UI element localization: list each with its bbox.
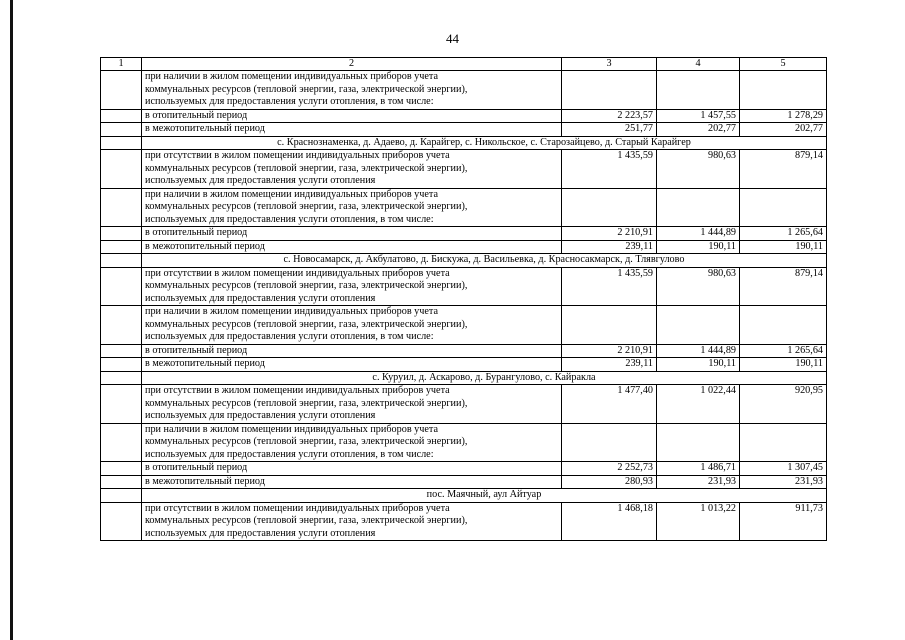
row-number-cell (101, 423, 142, 462)
description-line: коммунальных ресурсов (тепловой энергии, газа, электрической энергии), (145, 397, 468, 409)
period-row (101, 109, 827, 123)
row-number-cell (101, 306, 142, 345)
tariff-value-col-4: 1 486,71 (657, 462, 740, 476)
tariff-value-col-5: 920,95 (740, 385, 827, 424)
row-description (142, 306, 562, 345)
settlement-heading: пос. Маячный, аул Айтуар (142, 489, 827, 503)
tariff-value-col-5: 911,73 (740, 502, 827, 541)
row-description (142, 109, 562, 123)
tariff-value-col-5: 1 307,45 (740, 462, 827, 476)
settlement-section-row (101, 371, 827, 385)
tariff-value-col-4: 1 457,55 (657, 109, 740, 123)
tariff-value-col-3: 239,11 (562, 358, 657, 372)
description-line: при наличии в жилом помещении индивидуальных приборов учета (145, 306, 439, 317)
description-line: используемых для предоставления услуги отопления, в том числе: (145, 96, 434, 107)
tariff-value-col-5 (740, 306, 827, 345)
description-line: коммунальных ресурсов (тепловой энергии, газа, электрической энергии), (145, 162, 468, 174)
description-line: используемых для предоставления услуги отопления (145, 175, 376, 186)
tariff-value-col-3: 251,77 (562, 123, 657, 137)
description-row (101, 385, 827, 424)
description-line: при наличии в жилом помещении индивидуальных приборов учета (145, 71, 439, 82)
row-number-cell (101, 371, 142, 385)
description-line: в отопительный период (145, 344, 248, 356)
column-number-row (101, 58, 827, 71)
tariff-value-col-3: 1 435,59 (562, 150, 657, 189)
tariff-value-col-4: 980,63 (657, 267, 740, 306)
tariff-table-body (101, 58, 827, 541)
description-line: используемых для предоставления услуги отопления (145, 292, 376, 304)
tariff-value-col-4 (657, 306, 740, 345)
tariff-value-col-3: 2 210,91 (562, 227, 657, 241)
period-row (101, 475, 827, 489)
tariff-value-col-5: 1 278,29 (740, 109, 827, 123)
tariff-value-col-4 (657, 188, 740, 227)
description-line: в межотопительный период (145, 475, 265, 487)
description-line: в межотопительный период (145, 358, 265, 369)
row-number-cell (101, 123, 142, 137)
tariff-value-col-4: 190,11 (657, 240, 740, 254)
row-number-cell (101, 188, 142, 227)
row-number-cell (101, 489, 142, 503)
description-row (101, 267, 827, 306)
row-number-cell (101, 475, 142, 489)
tariff-value-col-3 (562, 188, 657, 227)
tariff-value-col-5 (740, 188, 827, 227)
tariff-value-col-4: 1 022,44 (657, 385, 740, 424)
description-line: в отопительный период (145, 462, 248, 473)
tariff-value-col-5: 1 265,64 (740, 227, 827, 241)
period-row (101, 462, 827, 476)
row-number-cell (101, 267, 142, 306)
description-line: в межотопительный период (145, 123, 265, 134)
description-line: используемых для предоставления услуги отопления, в том числе: (145, 331, 434, 342)
description-line: коммунальных ресурсов (тепловой энергии, газа, электрической энергии), (145, 515, 468, 526)
tariff-value-col-4: 202,77 (657, 123, 740, 137)
tariff-value-col-3 (562, 306, 657, 345)
tariff-value-col-3 (562, 71, 657, 110)
period-row (101, 344, 827, 358)
row-description (142, 462, 562, 476)
row-description (142, 123, 562, 137)
tariff-value-col-5: 190,11 (740, 358, 827, 372)
description-line: в отопительный период (145, 227, 248, 238)
tariff-value-col-4: 190,11 (657, 358, 740, 372)
column-header-5: 5 (740, 58, 827, 71)
description-line: при наличии в жилом помещении индивидуальных приборов учета (145, 423, 439, 435)
tariff-value-col-4: 1 013,22 (657, 502, 740, 541)
period-row (101, 227, 827, 241)
row-description (142, 475, 562, 489)
row-description (142, 502, 562, 541)
tariff-value-col-4: 1 444,89 (657, 227, 740, 241)
description-line: в межотопительный период (145, 240, 265, 252)
settlement-section-row (101, 136, 827, 150)
description-line: в отопительный период (145, 109, 248, 121)
column-header-1: 1 (101, 58, 142, 71)
settlement-section-row (101, 489, 827, 503)
description-line: используемых для предоставления услуги отопления (145, 527, 376, 539)
description-line: используемых для предоставления услуги отопления, в том числе: (145, 448, 434, 460)
row-description (142, 385, 562, 424)
description-row (101, 306, 827, 345)
description-row (101, 71, 827, 110)
tariff-value-col-5: 879,14 (740, 267, 827, 306)
tariff-value-col-4: 980,63 (657, 150, 740, 189)
description-row (101, 502, 827, 541)
tariff-value-col-3: 2 223,57 (562, 109, 657, 123)
row-number-cell (101, 109, 142, 123)
description-row (101, 150, 827, 189)
description-line: при отсутствии в жилом помещении индивидуальных приборов учета (145, 502, 450, 514)
description-line: коммунальных ресурсов (тепловой энергии, газа, электрической энергии), (145, 83, 468, 95)
description-line: используемых для предоставления услуги отопления (145, 410, 376, 421)
row-number-cell (101, 227, 142, 241)
description-row (101, 423, 827, 462)
description-line: при отсутствии в жилом помещении индивидуальных приборов учета (145, 267, 450, 279)
description-line: коммунальных ресурсов (тепловой энергии, газа, электрической энергии), (145, 436, 468, 447)
description-line: коммунальных ресурсов (тепловой энергии, газа, электрической энергии), (145, 280, 468, 291)
settlement-heading: с. Новосамарск, д. Акбулатово, д. Бискужа, д. Васильевка, д. Красносакмарск, д. Тлявгулово (142, 254, 827, 268)
period-row (101, 123, 827, 137)
tariff-value-col-5 (740, 71, 827, 110)
description-line: при наличии в жилом помещении индивидуальных приборов учета (145, 188, 439, 200)
tariff-value-col-5: 1 265,64 (740, 344, 827, 358)
tariff-value-col-4: 1 444,89 (657, 344, 740, 358)
tariff-value-col-3 (562, 423, 657, 462)
row-number-cell (101, 502, 142, 541)
row-number-cell (101, 344, 142, 358)
description-line: коммунальных ресурсов (тепловой энергии, газа, электрической энергии), (145, 201, 468, 212)
tariff-value-col-4: 231,93 (657, 475, 740, 489)
period-row (101, 240, 827, 254)
row-number-cell (101, 71, 142, 110)
row-description (142, 267, 562, 306)
settlement-heading: с. Краснознаменка, д. Адаево, д. Карайгер, с. Никольское, с. Старозайцево, д. Старый Карайгер (142, 136, 827, 150)
tariff-value-col-5: 190,11 (740, 240, 827, 254)
row-number-cell (101, 136, 142, 150)
description-line: используемых для предоставления услуги отопления, в том числе: (145, 213, 434, 225)
column-header-2: 2 (142, 58, 562, 71)
row-description (142, 150, 562, 189)
row-description (142, 344, 562, 358)
tariff-value-col-3: 239,11 (562, 240, 657, 254)
tariff-value-col-3: 2 210,91 (562, 344, 657, 358)
tariff-value-col-4 (657, 71, 740, 110)
description-row (101, 188, 827, 227)
tariff-value-col-5: 202,77 (740, 123, 827, 137)
row-description (142, 423, 562, 462)
tariff-value-col-3: 1 435,59 (562, 267, 657, 306)
tariff-table (100, 57, 827, 541)
row-description (142, 71, 562, 110)
column-header-4: 4 (657, 58, 740, 71)
tariff-value-col-5 (740, 423, 827, 462)
description-line: при отсутствии в жилом помещении индивидуальных приборов учета (145, 150, 450, 161)
settlement-section-row (101, 254, 827, 268)
page-number: 44 (446, 31, 459, 46)
tariff-value-col-5: 231,93 (740, 475, 827, 489)
scan-edge-line (10, 0, 13, 640)
row-description (142, 358, 562, 372)
row-description (142, 227, 562, 241)
period-row (101, 358, 827, 372)
settlement-heading: с. Куруил, д. Аскарово, д. Бурангулово, с. Кайракла (142, 371, 827, 385)
tariff-value-col-3: 280,93 (562, 475, 657, 489)
row-number-cell (101, 462, 142, 476)
tariff-value-col-3: 2 252,73 (562, 462, 657, 476)
tariff-value-col-3: 1 477,40 (562, 385, 657, 424)
description-line: коммунальных ресурсов (тепловой энергии, газа, электрической энергии), (145, 318, 468, 330)
row-number-cell (101, 358, 142, 372)
row-description (142, 188, 562, 227)
tariff-value-col-5: 879,14 (740, 150, 827, 189)
row-number-cell (101, 254, 142, 268)
tariff-value-col-3: 1 468,18 (562, 502, 657, 541)
column-header-3: 3 (562, 58, 657, 71)
row-number-cell (101, 150, 142, 189)
description-line: при отсутствии в жилом помещении индивидуальных приборов учета (145, 385, 450, 396)
row-number-cell (101, 385, 142, 424)
row-number-cell (101, 240, 142, 254)
tariff-value-col-4 (657, 423, 740, 462)
row-description (142, 240, 562, 254)
